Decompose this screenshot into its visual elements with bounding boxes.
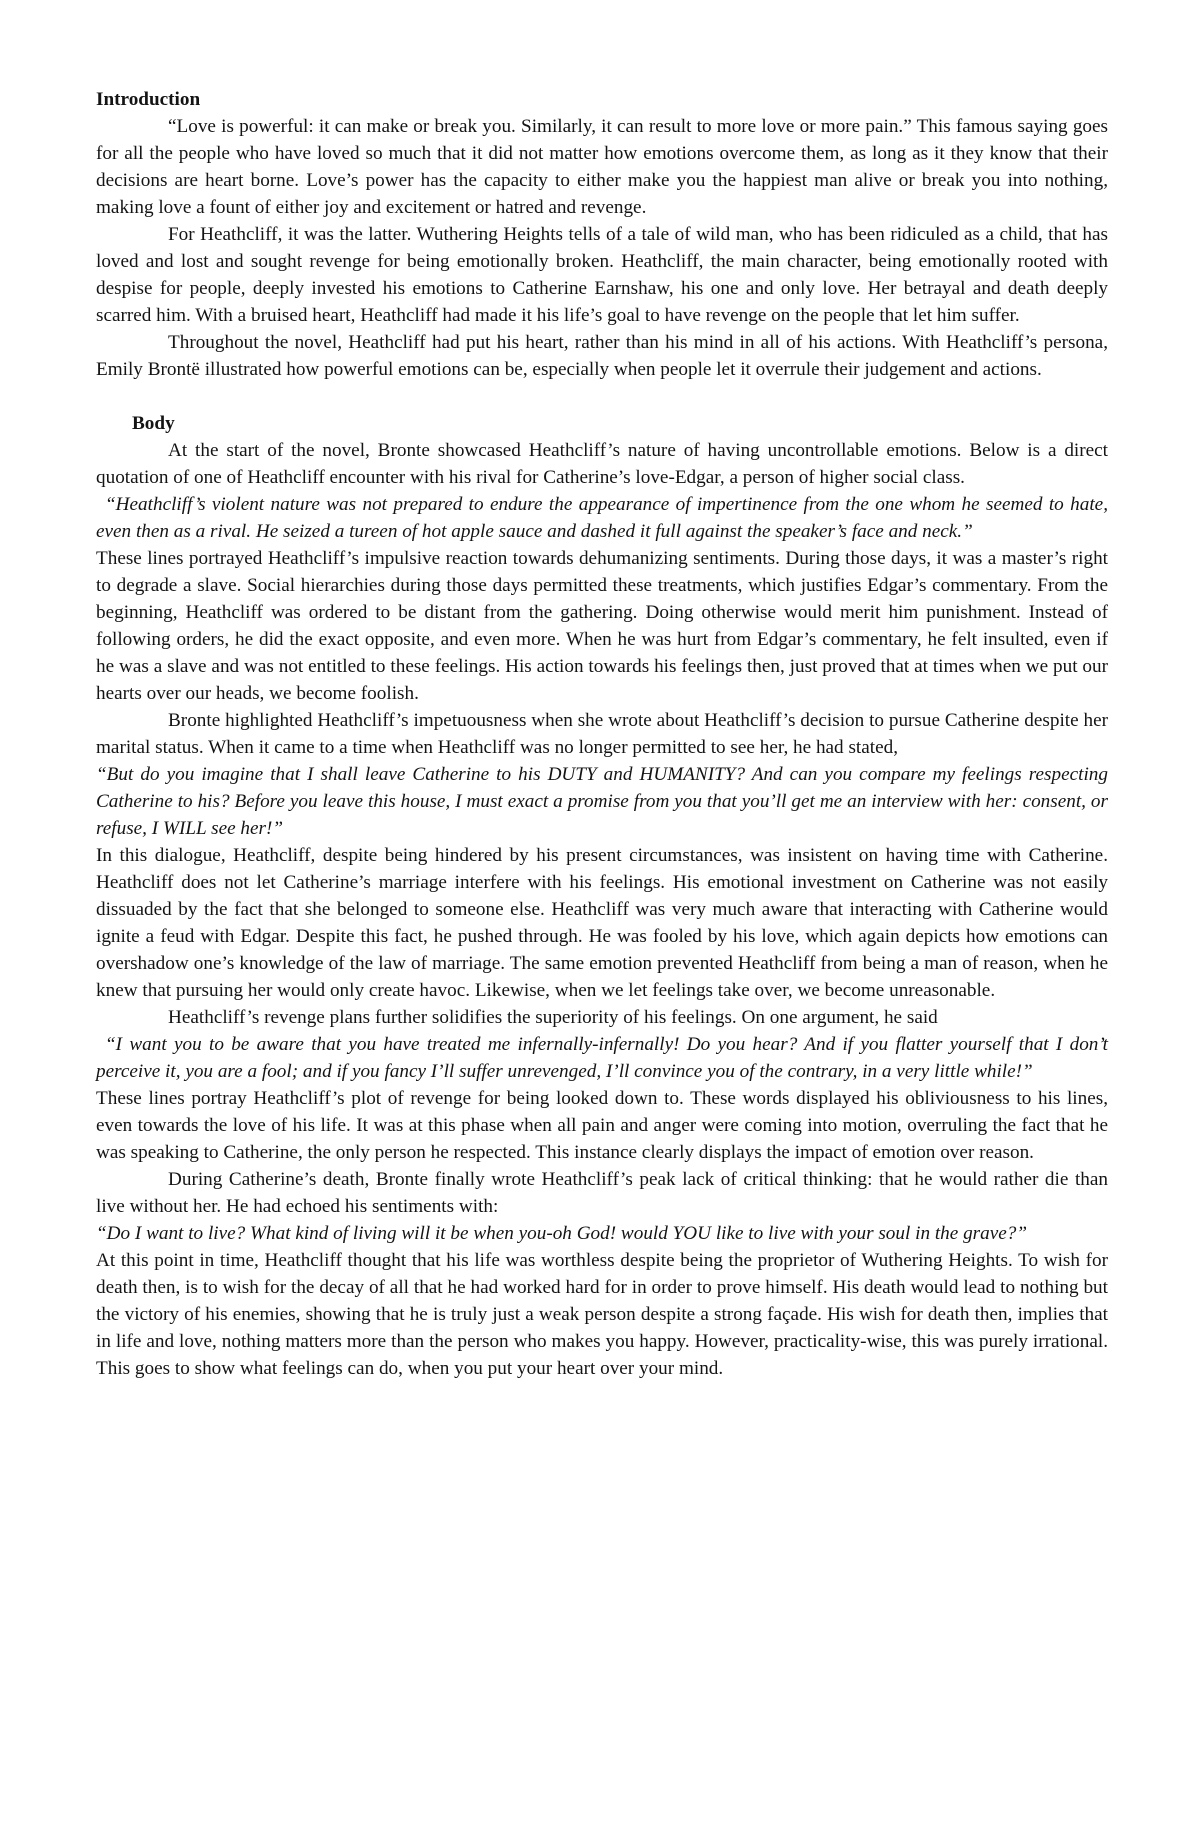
body-paragraph-1: At the start of the novel, Bronte showcased Heathcliff’s nature of having uncontrollable emotions. Below is a direct quotation of one of Heathcliff encounter with his rival for Catherine’s love-Edgar, a person of higher social class. xyxy=(96,440,1108,488)
intro-paragraph-1: “Love is powerful: it can make or break you. Similarly, it can result to more love or more pain.” This famous saying goes for all the people who have loved so much that it did not matter how emotions overcome them, as long as it they know that their decisions are heart borne. Love’s power has the capacity to either make you the happiest man alive or break you into nothing, making love a fount of either joy and excitement or hatred and revenge. xyxy=(96,116,1108,218)
body-paragraph-8: At this point in time, Heathcliff thought that his life was worthless despite being the proprietor of Wuthering Heights. To wish for death then, is to wish for the decay of all that he had worked hard for in order to prove himself. His death would lead to nothing but the victory of his enemies, showing that he is truly just a weak person despite a strong façade. His wish for death then, implies that in life and love, nothing matters more than the person who makes you happy. However, practicality-wise, this was purely irrational. This goes to show what feelings can do, when you put your heart over your mind. xyxy=(96,1250,1108,1379)
body-paragraph-3: Bronte highlighted Heathcliff’s impetuousness when she wrote about Heathcliff’s decision to pursue Catherine despite her marital status. When it came to a time when Heathcliff was no longer permitted to see her, he had stated, xyxy=(96,710,1108,758)
body-paragraph-6: These lines portray Heathcliff’s plot of revenge for being looked down to. These words displayed his obliviousness to his lines, even towards the love of his life. It was at this phase when all pain and anger were coming into motion, overruling the fact that he was speaking to Catherine, the only person he respected. This instance clearly displays the impact of emotion over reason. xyxy=(96,1088,1108,1163)
body-paragraph-4: In this dialogue, Heathcliff, despite being hindered by his present circumstances, was insistent on having time with Catherine. Heathcliff does not let Catherine’s marriage interfere with his feelings. His emotional investment on Catherine was not easily dissuaded by the fact that she belonged to someone else. Heathcliff was very much aware that interacting with Catherine would ignite a feud with Edgar. Despite this fact, he pushed through. He was fooled by his love, which again depicts how emotions can overshadow one’s knowledge of the law of marriage. The same emotion prevented Heathcliff from being a man of reason, when he knew that pursuing her would only create havoc. Likewise, when we let feelings take over, we become unreasonable. xyxy=(96,845,1108,1001)
intro-paragraph-3: Throughout the novel, Heathcliff had put his heart, rather than his mind in all of his actions. With Heathcliff’s persona, Emily Brontë illustrated how powerful emotions can be, especially when people let it overrule their judgement and actions. xyxy=(96,332,1108,380)
block-quote-1: “Heathcliff’s violent nature was not prepared to endure the appearance of impertinence from the one whom he seemed to hate, even then as a rival. He seized a tureen of hot apple sauce and dashed it full against the speaker’s face and neck.” xyxy=(96,494,1108,542)
document-page xyxy=(96,86,1108,1382)
body-heading: Body xyxy=(132,413,175,434)
introduction-heading: Introduction xyxy=(96,89,201,110)
block-quote-2: “But do you imagine that I shall leave Catherine to his DUTY and HUMANITY? And can you compare my feelings respecting Catherine to his? Before you leave this house, I must exact a promise from you that you’ll get me an interview with her: consent, or refuse, I WILL see her!” xyxy=(96,764,1108,839)
body-paragraph-7: During Catherine’s death, Bronte finally wrote Heathcliff’s peak lack of critical thinking: that he would rather die than live without her. He had echoed his sentiments with: xyxy=(96,1169,1108,1217)
body-paragraph-2: These lines portrayed Heathcliff’s impulsive reaction towards dehumanizing sentiments. During those days, it was a master’s right to degrade a slave. Social hierarchies during those days permitted these treatments, which justifies Edgar’s commentary. From the beginning, Heathcliff was ordered to be distant from the gathering. Doing otherwise would merit him punishment. Instead of following orders, he did the exact opposite, and even more. When he was hurt from Edgar’s commentary, he felt insulted, even if he was a slave and was not entitled to these feelings. His action towards his feelings then, just proved that at times when we put our hearts over our heads, we become foolish. xyxy=(96,548,1108,704)
block-quote-3: “I want you to be aware that you have treated me infernally-infernally! Do you hear? And if you flatter yourself that I don’t perceive it, you are a fool; and if you fancy I’ll suffer unrevenged, I’ll convince you of the contrary, in a very little while!” xyxy=(96,1034,1108,1082)
intro-paragraph-2: For Heathcliff, it was the latter. Wuthering Heights tells of a tale of wild man, who has been ridiculed as a child, that has loved and lost and sought revenge for being emotionally broken. Heathcliff, the main character, being emotionally rooted with despise for people, deeply invested his emotions to Catherine Earnshaw, his one and only love. Her betrayal and death deeply scarred him. With a bruised heart, Heathcliff had made it his life’s goal to have revenge on the people that let him suffer. xyxy=(96,224,1108,326)
body-paragraph-5: Heathcliff’s revenge plans further solidifies the superiority of his feelings. On one argument, he said xyxy=(168,1007,938,1028)
block-quote-4: “Do I want to live? What kind of living will it be when you-oh God! would YOU like to live with your soul in the grave?” xyxy=(96,1223,1028,1244)
